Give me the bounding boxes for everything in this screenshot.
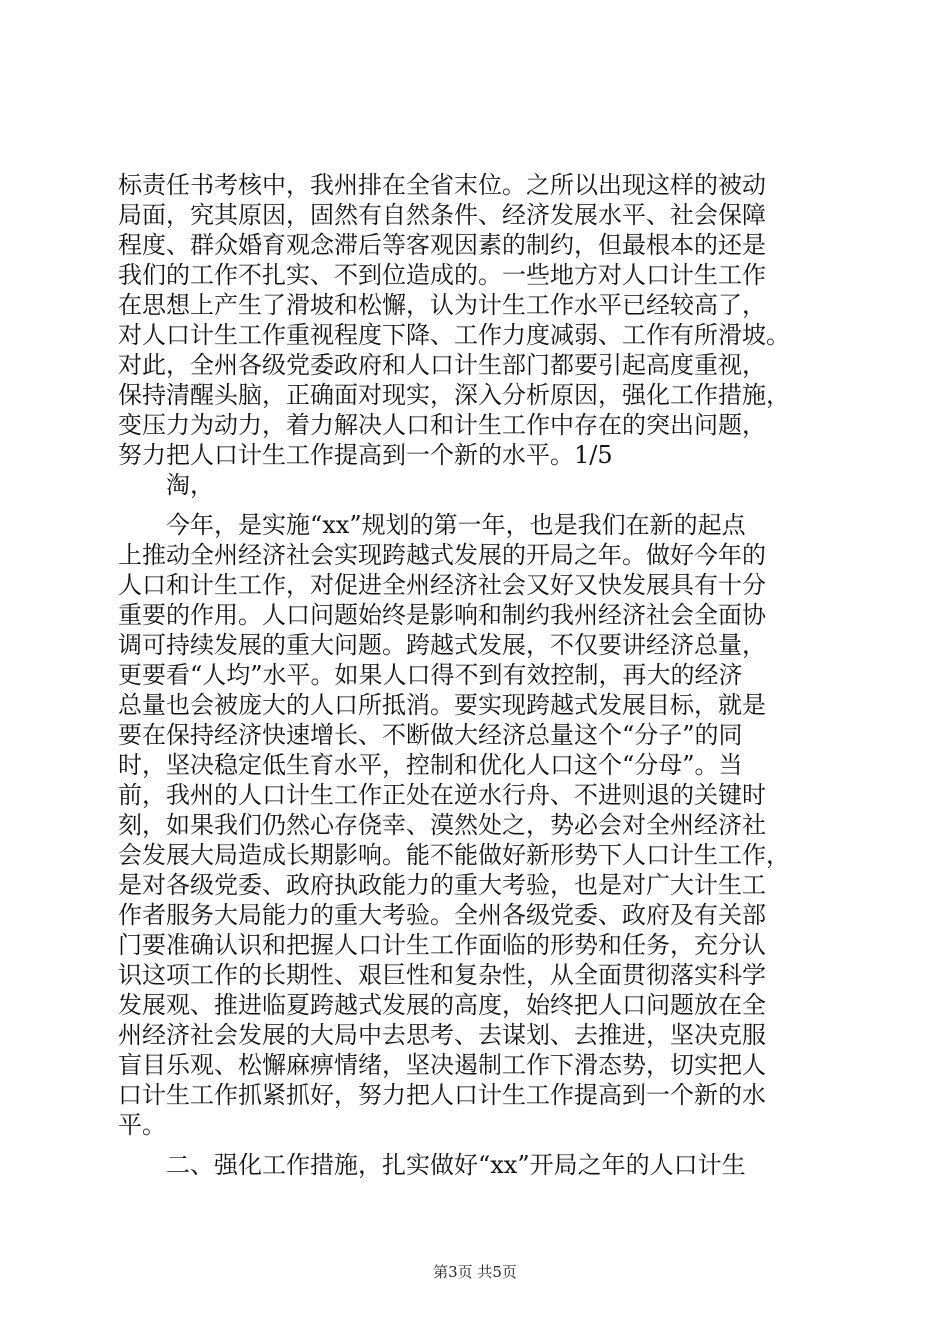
text-line: 标责任书考核中，我州排在全省末位。之所以出现这样的被动 [118, 171, 766, 199]
text-line: 会发展大局造成长期影响。能不能做好新形势下人口计生工作， [118, 841, 790, 869]
text-line: 更要看“人均”水平。如果人口得不到有效控制，再大的经济 [118, 661, 743, 689]
text-line: 调可持续发展的重大问题。跨越式发展，不仅要讲经济总量， [118, 631, 766, 659]
text-line: 口计生工作抓紧抓好，努力把人口计生工作提高到一个新的水 [118, 1081, 766, 1109]
text-line: 发展观、推进临夏跨越式发展的高度，始终把人口问题放在全 [118, 991, 766, 1019]
text-line: 人口和计生工作，对促进全州经济社会又好又快发展具有十分 [118, 571, 766, 599]
text-line: 程度、群众婚育观念滞后等客观因素的制约，但最根本的还是 [118, 231, 766, 259]
text-line: 盲目乐观、松懈麻痹情绪，坚决遏制工作下滑态势，切实把人 [118, 1051, 766, 1079]
text-line: 局面，究其原因，固然有自然条件、经济发展水平、社会保障 [118, 201, 766, 229]
text-line: 对此，全州各级党委政府和人口计生部门都要引起高度重视， [118, 351, 766, 379]
paragraph-start: 今年，是实施“xx”规划的第一年，也是我们在新的起点 [166, 511, 746, 539]
text-line: 州经济社会发展的大局中去思考、去谋划、去推进，坚决克服 [118, 1021, 766, 1049]
text-line: 门要准确认识和把握人口计生工作面临的形势和任务，充分认 [118, 931, 766, 959]
text-line: 时，坚决稳定低生育水平，控制和优化人口这个“分母”。当 [118, 751, 743, 779]
text-line: 刻，如果我们仍然心存侥幸、漠然处之，势必会对全州经济社 [118, 811, 766, 839]
text-line: 作者服务大局能力的重大考验。全州各级党委、政府及有关部 [118, 901, 766, 929]
page-number-footer: 第3页 共5页 [433, 1263, 517, 1281]
text-line: 识这项工作的长期性、艰巨性和复杂性，从全面贯彻落实科学 [118, 961, 766, 989]
text-line: 上推动全州经济社会实现跨越式发展的开局之年。做好今年的 [118, 541, 766, 569]
text-line: 我们的工作不扎实、不到位造成的。一些地方对人口计生工作 [118, 261, 766, 289]
text-line: 总量也会被庞大的人口所抵消。要实现跨越式发展目标，就是 [118, 691, 766, 719]
text-line: 要在保持经济快速增长、不断做大经济总量这个“分子”的同 [118, 721, 743, 749]
text-line: 在思想上产生了滑坡和松懈，认为计生工作水平已经较高了， [118, 291, 766, 319]
text-line: 平。 [118, 1111, 166, 1139]
text-line: 前，我州的人口计生工作正处在逆水行舟、不进则退的关键时 [118, 781, 766, 809]
text-line: 变压力为动力，着力解决人口和计生工作中存在的突出问题， [118, 411, 766, 439]
text-line: 重要的作用。人口问题始终是影响和制约我州经济社会全面协 [118, 601, 766, 629]
text-line: 是对各级党委、政府执政能力的重大考验，也是对广大计生工 [118, 871, 766, 899]
text-line: 保持清醒头脑，正确面对现实，深入分析原因，强化工作措施， [118, 381, 790, 409]
text-line: 对人口计生工作重视程度下降、工作力度减弱、工作有所滑坡。 [118, 321, 790, 349]
text-line: 淘， [166, 471, 214, 499]
text-line: 努力把人口计生工作提高到一个新的水平。1/5 [118, 441, 613, 469]
section-heading: 二、强化工作措施，扎实做好“xx”开局之年的人口计生 [166, 1151, 746, 1179]
